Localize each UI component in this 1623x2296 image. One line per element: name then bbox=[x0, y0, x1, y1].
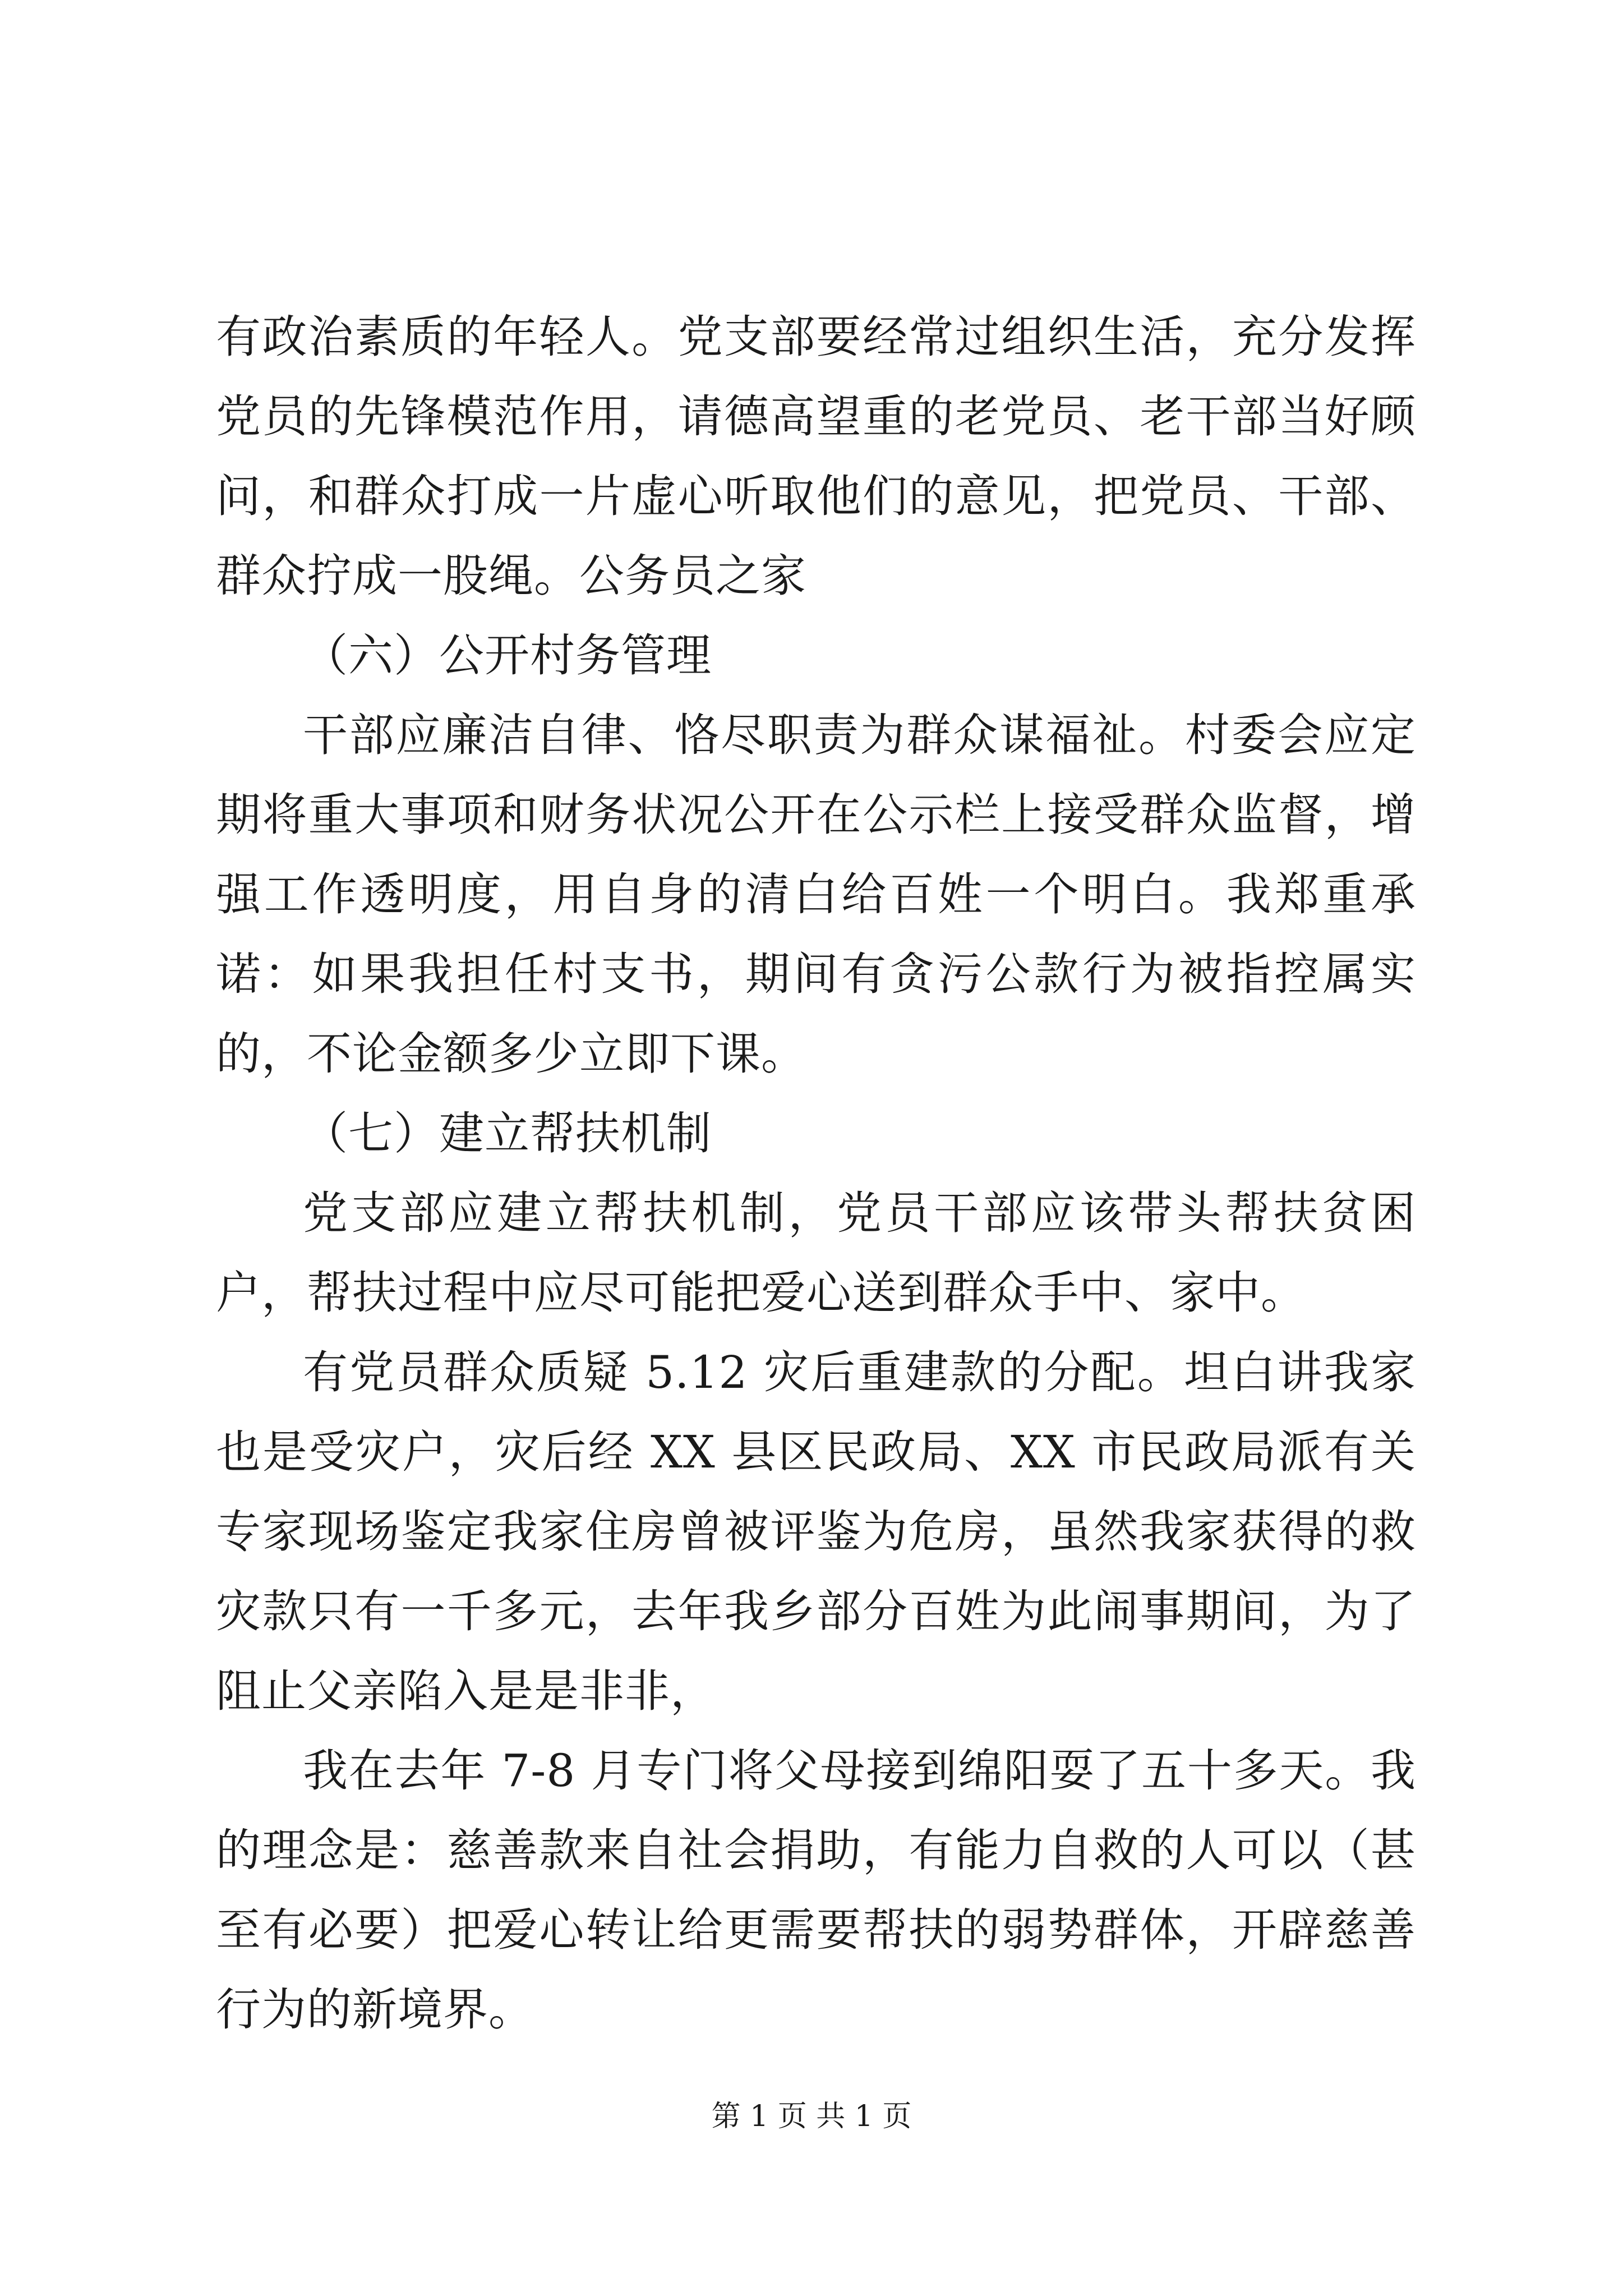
document-body bbox=[216, 297, 1416, 2050]
paragraph-village-affairs: 干部应廉洁自律、恪尽职责为群众谋福祉。村委会应定期将重大事项和财务状况公开在公示栏上接受群众监督，增强工作透明度，用自身的清白给百姓一个明白。我郑重承诺：如果我担任村支书，期间有贪污公款行为被指控属实的，不论金额多少立即下课。 bbox=[216, 709, 1416, 1080]
paragraph-reconstruction-funds: 有党员群众质疑 5.12 灾后重建款的分配。坦白讲我家也是受灾户，灾后经 XX 县区民政局、XX 市民政局派有关专家现场鉴定我家住房曾被评鉴为危房，虽然我家获得的救灾款只有一千多元，去年我乡部分百姓为此闹事期间，为了阻止父亲陷入是是非非， bbox=[216, 1346, 1416, 1717]
page-footer: 第 1 页 共 1 页 bbox=[711, 2100, 912, 2133]
paragraph-charity-philosophy: 我在去年 7-8 月专门将父母接到绵阳耍了五十多天。我的理念是：慈善款来自社会捐助，有能力自救的人可以（甚至有必要）把爱心转让给更需要帮扶的弱势群体，开辟慈善行为的新境界。 bbox=[216, 1745, 1416, 2036]
section-heading-seven: （七）建立帮扶机制 bbox=[303, 1107, 712, 1159]
paragraph-continued: 有政治素质的年轻人。党支部要经常过组织生活，充分发挥党员的先锋模范作用，请德高望重的老党员、老干部当好顾问，和群众打成一片虚心听取他们的意见，把党员、干部、群众拧成一股绳。公务员之家 bbox=[216, 311, 1416, 602]
section-heading-six: （六）公开村务管理 bbox=[303, 629, 712, 682]
paragraph-assistance-mechanism: 党支部应建立帮扶机制，党员干部应该带头帮扶贫困户，帮扶过程中应尽可能把爱心送到群众手中、家中。 bbox=[216, 1187, 1416, 1319]
